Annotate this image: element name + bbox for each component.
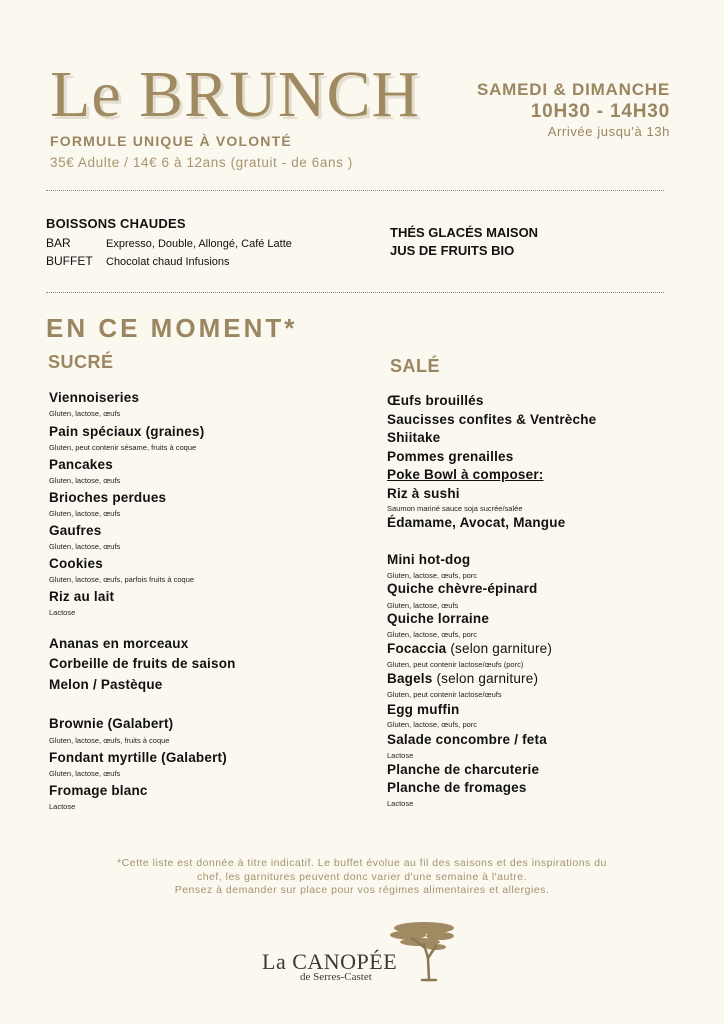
cold-drinks	[390, 224, 538, 260]
menu-item: Brownie (Galabert)	[49, 716, 174, 731]
menu-item: Riz à sushi	[387, 486, 460, 501]
menu-item: Planche de charcuterie	[387, 762, 540, 777]
menu-item: Quiche chèvre-épinard	[387, 581, 538, 596]
menu-item: Salade concombre / feta	[387, 732, 547, 747]
page-title: Le BRUNCH	[50, 58, 421, 131]
allergen-note: Gluten, lactose, œufs, fruits à coque	[49, 736, 170, 745]
allergen-note: Gluten, peut contenir sésame, fruits à coque	[49, 443, 197, 452]
menu-item: Cookies	[49, 556, 103, 571]
menu-item: Fromage blanc	[49, 783, 148, 798]
section-heading: EN CE MOMENT*	[46, 313, 298, 343]
allergen-note: Gluten, lactose, œufs	[49, 769, 121, 778]
allergen-note: Gluten, lactose, œufs, porc	[387, 720, 478, 729]
menu-item: Quiche lorraine	[387, 611, 490, 626]
sale-heading: SALÉ	[390, 356, 441, 376]
days-label: SAMEDI & DIMANCHE	[476, 80, 670, 99]
boisson-row	[46, 236, 292, 250]
menu-item	[387, 641, 552, 656]
schedule-block	[477, 80, 670, 139]
cold-drink-item: THÉS GLACÉS MAISON	[390, 225, 539, 240]
menu-item: Œufs brouillés	[387, 393, 484, 408]
allergen-note: Gluten, lactose, œufs	[49, 509, 121, 518]
brand-logo-text: La CANOPÉE	[262, 949, 398, 974]
hours-label: 10H30 - 14H30	[530, 101, 670, 122]
menu-item: Shiitake	[387, 430, 441, 445]
disclaimer	[40, 857, 684, 898]
boisson-row-text: Expresso, Double, Allongé, Café Latte	[106, 238, 292, 250]
poke-bowl-heading: Poke Bowl à composer:	[387, 467, 544, 482]
allergen-note: Gluten, lactose, œufs, parfois fruits à coque	[49, 575, 195, 584]
menu-item: Planche de fromages	[387, 780, 527, 795]
disclaimer-line: *Cette liste est donnée à titre indicatif. Le buffet évolue au fil des saisons et des inspirations du	[117, 857, 607, 869]
formule-label: FORMULE UNIQUE À VOLONTÉ	[50, 133, 292, 149]
menu-item: Édamame, Avocat, Mangue	[387, 515, 566, 530]
allergen-note: Gluten, lactose, œufs	[49, 476, 121, 485]
menu-item: Melon / Pastèque	[49, 677, 163, 692]
boisson-row	[46, 254, 230, 268]
allergen-note: Gluten, lactose, œufs	[387, 601, 459, 610]
menu-item: Gaufres	[49, 523, 102, 538]
menu-item: Ananas en morceaux	[49, 636, 189, 651]
allergen-note: Lactose	[387, 751, 414, 760]
allergen-note: Lactose	[387, 799, 414, 808]
prices-text: 35€ Adulte / 14€ 6 à 12ans (gratuit - de 6ans )	[50, 155, 353, 170]
menu-item: Egg muffin	[387, 702, 460, 717]
allergen-note: Gluten, peut contenir lactose/œufs (porc)	[387, 660, 524, 669]
menu-item: Pommes grenailles	[387, 449, 514, 464]
allergen-note: Saumon mariné sauce soja sucrée/salée	[387, 504, 523, 513]
arrival-label: Arrivée jusqu'à 13h	[547, 124, 670, 139]
menu-item: Fondant myrtille (Galabert)	[49, 750, 227, 765]
allergen-note: Gluten, lactose, œufs, porc	[387, 630, 478, 639]
allergen-note: Gluten, lactose, œufs	[49, 409, 121, 418]
allergen-note: Lactose	[49, 802, 76, 811]
menu-item	[387, 671, 538, 686]
menu-item: Riz au lait	[49, 589, 115, 604]
menu-item-extra: (selon garniture)	[436, 671, 539, 686]
boisson-row-label: BUFFET	[46, 254, 93, 268]
menu-item-name: Focaccia	[387, 641, 447, 656]
divider	[46, 292, 664, 293]
allergen-note: Gluten, lactose, œufs, porc	[387, 571, 478, 580]
menu-item-name: Bagels	[387, 671, 433, 686]
menu-item: Viennoiseries	[49, 390, 140, 405]
brand-logo-subtitle: de Serres-Castet	[300, 971, 372, 983]
boisson-row-text: Chocolat chaud Infusions	[106, 256, 230, 268]
menu-item: Pancakes	[49, 457, 113, 472]
disclaimer-line: chef, les garnitures peuvent donc varier d'une semaine à l'autre.	[196, 870, 528, 883]
divider	[46, 190, 664, 191]
menu-item: Saucisses confites & Ventrèche	[387, 412, 597, 427]
menu-item: Brioches perdues	[49, 490, 167, 505]
menu-item: Corbeille de fruits de saison	[49, 656, 236, 671]
cold-drink-item: JUS DE FRUITS BIO	[390, 243, 515, 258]
sucre-heading: SUCRÉ	[48, 352, 114, 372]
menu-item: Mini hot-dog	[387, 552, 471, 567]
menu-item: Pain spéciaux (graines)	[49, 424, 205, 439]
boisson-row-label: BAR	[46, 236, 71, 250]
menu-item-extra: (selon garniture)	[450, 641, 553, 656]
allergen-note: Lactose	[49, 608, 76, 617]
allergen-note: Gluten, peut contenir lactose/œufs	[387, 690, 502, 699]
disclaimer-line: Pensez à demander sur place pour vos régimes alimentaires et allergies.	[174, 884, 550, 896]
boissons-heading: BOISSONS CHAUDES	[46, 216, 186, 231]
allergen-note: Gluten, lactose, œufs	[49, 542, 121, 551]
